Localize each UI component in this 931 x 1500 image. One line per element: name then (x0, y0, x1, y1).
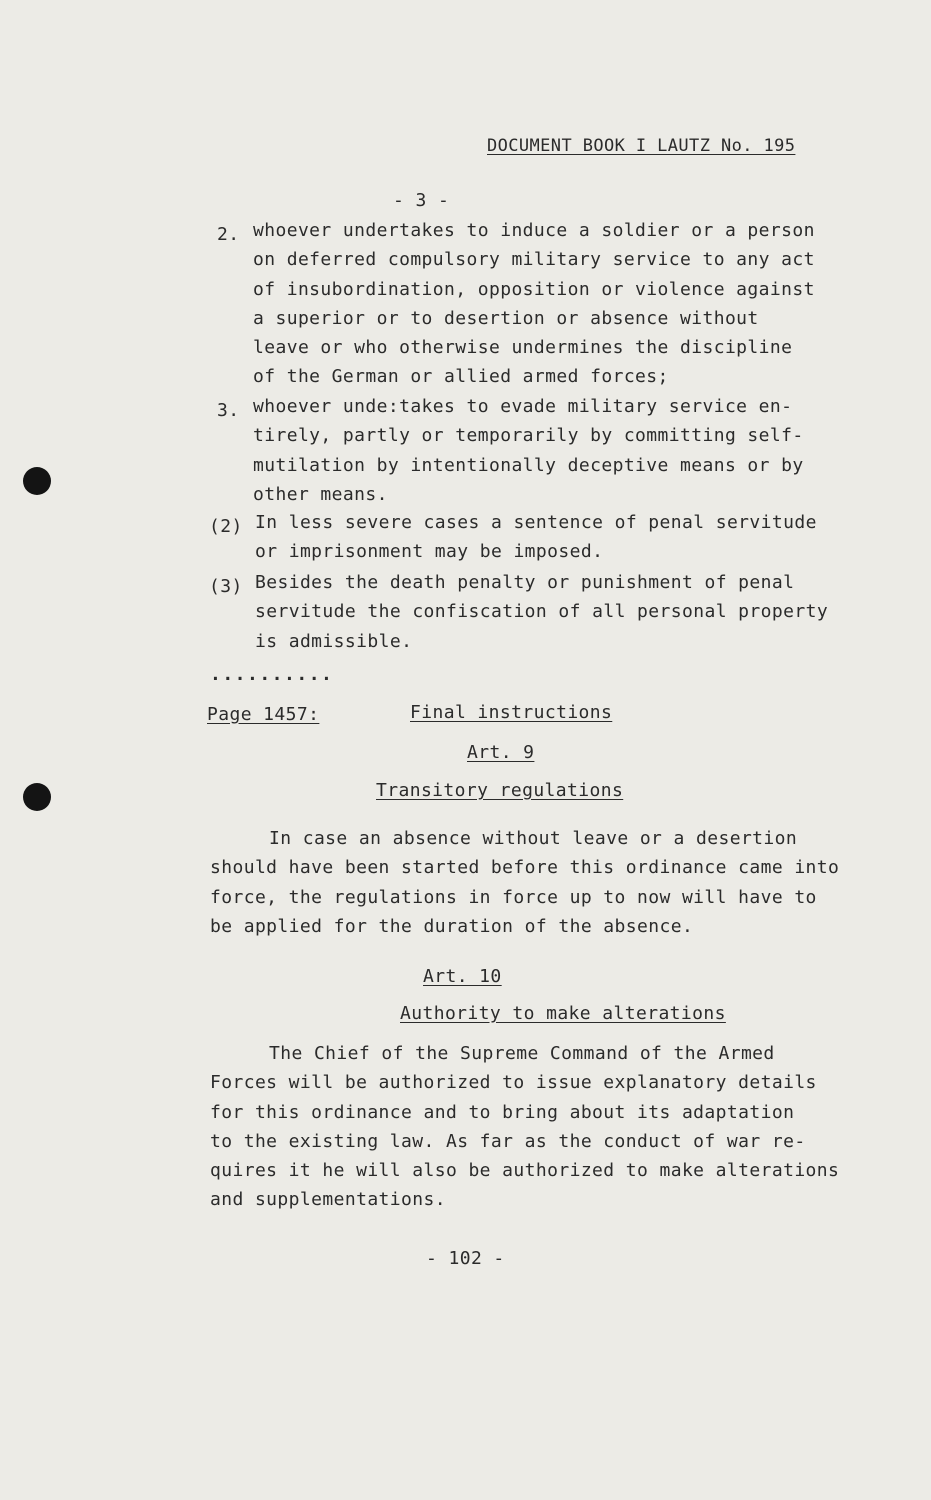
article-heading: Art. 9 (467, 742, 535, 763)
article-10-paragraph: The Chief of the Supreme Command of the Armed Forces will be authorized to issue explanatory details for this ordinance and to bring about its adaptation to the existing law. As far as the conduct of war re- quires it he will also be authorized to make alterations and supplementations. (210, 1043, 840, 1211)
ellipsis-separator: .......... (210, 664, 334, 685)
punch-hole (23, 467, 51, 495)
page-marker: - 3 - (393, 190, 450, 211)
article-9-paragraph: In case an absence without leave or a desertion should have been started before this ordinance came into force, the regulations in force up to now will have to be applied for the duration of the absence. (210, 828, 840, 937)
document-reference: DOCUMENT BOOK I LAUTZ No. 195 (487, 136, 796, 156)
item-text: whoever undertakes to induce a soldier or a person on deferred compulsory military service to any act of insubordination, opposition or violence against a superior or to desertion or absence without leave or who otherwise undermines the discipline of the German or allied armed forces; (253, 220, 815, 388)
item-text: Besides the death penalty or punishment of penal servitude the confiscation of all personal property is admissible. (255, 572, 829, 652)
item-number: 3. (217, 400, 240, 421)
page-number: - 102 - (426, 1248, 505, 1269)
page-reference: Page 1457: (207, 704, 320, 725)
article-heading: Art. 10 (423, 966, 502, 987)
item-text: In less severe cases a sentence of penal servitude or imprisonment may be imposed. (255, 512, 817, 563)
punch-hole (23, 783, 51, 811)
item-text: whoever unde:takes to evade military service en- tirely, partly or temporarily by committing self- mutilation by intentionally deceptive means or by other means. (253, 396, 804, 505)
item-number: 2. (217, 224, 240, 245)
article-subheading: Authority to make alterations (400, 1003, 726, 1024)
item-number: (3) (209, 576, 243, 597)
article-subheading: Transitory regulations (376, 780, 624, 801)
item-number: (2) (209, 516, 243, 537)
section-title: Final instructions (410, 702, 613, 723)
